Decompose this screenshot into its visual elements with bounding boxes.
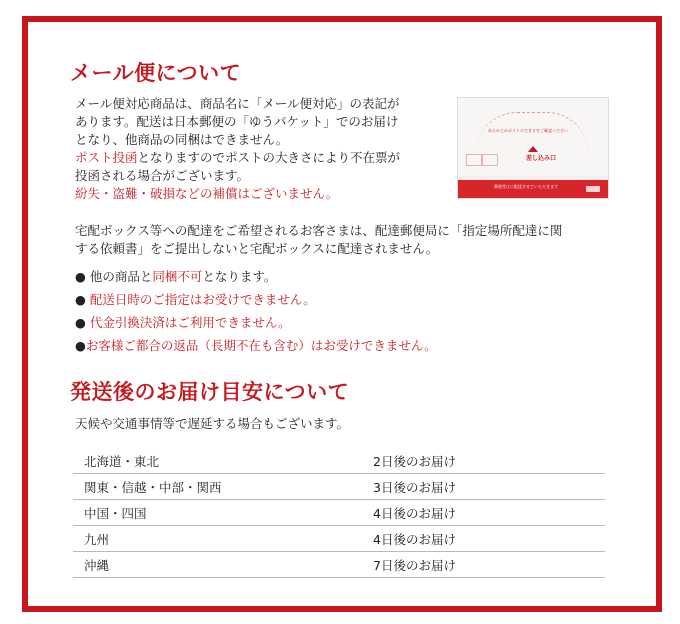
delivery-table (73, 448, 605, 578)
bullet-dot: ● (75, 338, 86, 353)
package-box-icon (482, 154, 498, 166)
package-arc-text: あらかじめポストの大きさをご確認ください (488, 128, 568, 133)
bullet-item (75, 268, 276, 286)
post-line (75, 149, 400, 167)
para-line: あります。配送は日本郵便の「ゆうパケット」でのお届け (75, 114, 399, 129)
delivery-estimate-heading: 発送後のお届け目安について (70, 380, 350, 404)
days-cell: 4日後のお届け (373, 532, 456, 547)
table-row (73, 500, 605, 526)
table-row (73, 526, 605, 552)
japan-post-logo-icon (586, 186, 600, 192)
bullet-highlight: 代金引換決済はご利用できません。 (89, 315, 291, 330)
bullet-highlight: お客様ご都合の返品（長期不在も含む）はお受けできません。 (85, 338, 437, 353)
post-highlight: ポスト投函 (75, 150, 138, 165)
region-cell: 北海道・東北 (84, 454, 160, 469)
delivery-box-paragraph (75, 222, 562, 258)
bullet-dot: ● (75, 315, 90, 330)
bullet-highlight: 配送日時のご指定はお受けできません。 (89, 292, 316, 307)
days-cell: 4日後のお届け (373, 506, 456, 521)
post-rest: となりますのでポストの大きさにより不在票が (137, 150, 401, 165)
bullet-item (75, 314, 291, 332)
bullet-text: となります。 (202, 269, 277, 284)
para-line: メール便対応商品は、商品名に「メール便対応」の表記が (75, 96, 400, 111)
region-cell: 九州 (84, 532, 110, 547)
region-cell: 中国・四国 (84, 506, 147, 521)
bullet-text: ● 他の商品と (75, 269, 153, 284)
package-slot-label: 差し込み口 (526, 155, 557, 162)
delay-note: 天候や交通事情等で遅延する場合もございます。 (75, 416, 350, 431)
para-line: となり、他商品の同梱はできません。 (75, 132, 289, 147)
region-cell: 関東・信越・中部・関西 (84, 480, 222, 495)
bullet-highlight: 同梱不可 (152, 269, 203, 284)
mail-delivery-heading: メール便について (70, 61, 242, 85)
para-line: する依頼書」をご提出しないと宅配ボックスに配達されません。 (75, 241, 439, 256)
days-cell: 3日後のお届け (373, 480, 456, 495)
table-row (73, 474, 605, 500)
loss-notice: 紛失・盗難・破損などの補償はございません。 (75, 186, 339, 201)
days-cell: 2日後のお届け (373, 454, 456, 469)
bullet-item (75, 291, 316, 309)
bullet-item (75, 337, 437, 355)
bullet-dot: ● (75, 292, 90, 307)
table-row (73, 448, 605, 474)
para-line: 宅配ボックス等への配達をご希望されるお客さまは、配達郵便局に「指定場所配達に関 (75, 223, 563, 238)
up-arrow-icon (528, 146, 538, 152)
package-band-text: 郵便受けに配達させていただきます (494, 184, 558, 189)
para-line: 投函される場合がございます。 (75, 168, 250, 183)
table-row (73, 552, 605, 578)
package-box-icon (466, 154, 482, 166)
mail-delivery-paragraph (75, 95, 400, 203)
days-cell: 7日後のお届け (373, 558, 456, 573)
yupacket-package-image (457, 97, 609, 199)
region-cell: 沖縄 (84, 558, 110, 573)
